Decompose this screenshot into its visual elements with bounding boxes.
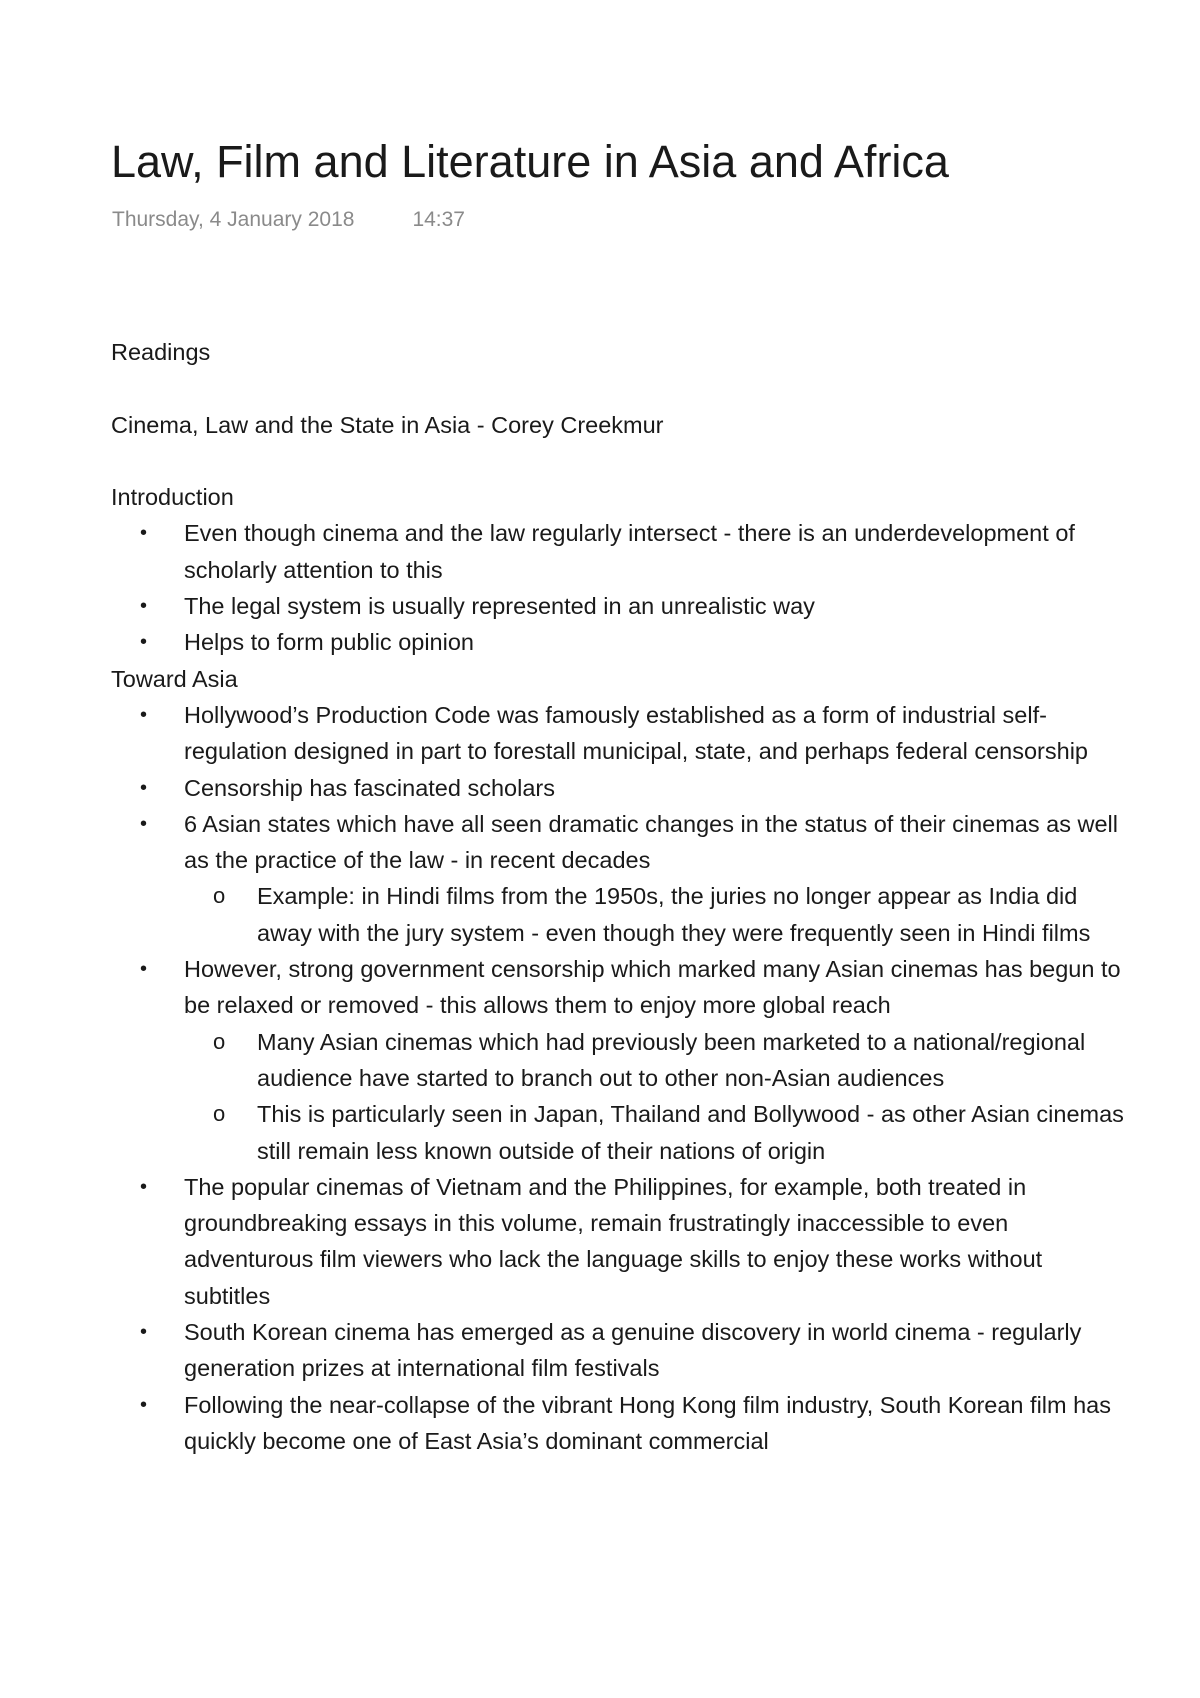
spacer — [111, 370, 1131, 406]
list-item: • Helps to form public opinion — [111, 624, 1131, 660]
page-date: Thursday, 4 January 2018 — [112, 208, 355, 231]
sub-list-item: o Example: in Hindi films from the 1950s, the juries no longer appear as India did away with the jury system - even though they were frequently seen in Hindi films — [111, 878, 1131, 951]
sub-list-item: o This is particularly seen in Japan, Thailand and Bollywood - as other Asian cinemas still remain less known outside of their nations of origin — [111, 1096, 1131, 1169]
list-item: • Hollywood’s Production Code was famously established as a form of industrial self-regulation designed in part to forestall municipal, state, and perhaps federal censorship — [111, 697, 1131, 770]
section-heading-toward-asia: Toward Asia — [111, 665, 238, 692]
page-time: 14:37 — [412, 208, 465, 231]
sub-bullet-icon: o — [213, 883, 226, 909]
list-item: • 6 Asian states which have all seen dramatic changes in the status of their cinemas as well as the practice of the law - in recent decades — [111, 806, 1131, 879]
sub-list-item: o Many Asian cinemas which had previously been marketed to a national/regional audience have started to branch out to other non-Asian audiences — [111, 1024, 1131, 1097]
bullet-icon: • — [140, 1393, 148, 1416]
list-item: • The popular cinemas of Vietnam and the Philippines, for example, both treated in groundbreaking essays in this volume, remain frustratingly inaccessible to even adventurous film viewers who lack the language skills to enjoy these works without subtitles — [111, 1169, 1131, 1314]
list-item: • South Korean cinema has emerged as a genuine discovery in world cinema - regularly generation prizes at international film festivals — [111, 1314, 1131, 1387]
list-item: • Censorship has fascinated scholars — [111, 770, 1131, 806]
page-bottom-margin — [0, 1573, 1200, 1698]
bullet-icon: • — [140, 1321, 148, 1344]
bullet-icon: • — [140, 522, 148, 545]
page-title: Law, Film and Literature in Asia and Africa — [111, 136, 949, 187]
toward-asia-list — [111, 697, 1131, 1459]
spacer — [111, 443, 1131, 479]
list-item: • The legal system is usually represented in an unrealistic way — [111, 588, 1131, 624]
introduction-list — [111, 515, 1131, 660]
bullet-icon: • — [140, 631, 148, 654]
readings-heading: Readings — [111, 339, 211, 365]
bullet-icon: • — [140, 595, 148, 618]
list-item: • However, strong government censorship which marked many Asian cinemas has begun to be relaxed or removed - this allows them to enjoy more global reach — [111, 951, 1131, 1024]
section-heading-introduction: Introduction — [111, 484, 234, 511]
list-item: • Even though cinema and the law regularly intersect - there is an underdevelopment of scholarly attention to this — [111, 515, 1131, 588]
source-reference: Cinema, Law and the State in Asia - Corey Creekmur — [111, 411, 664, 438]
bullet-icon: • — [140, 776, 148, 799]
bullet-icon: • — [140, 812, 148, 835]
bullet-icon: • — [140, 703, 148, 726]
list-item: • Following the near-collapse of the vibrant Hong Kong film industry, South Korean film has quickly become one of East Asia’s dominant commercial — [111, 1387, 1131, 1460]
sub-bullet-icon: o — [213, 1028, 226, 1054]
bullet-icon: • — [140, 1175, 148, 1198]
bullet-icon: • — [140, 958, 148, 981]
sub-bullet-icon: o — [213, 1101, 226, 1127]
note-body — [111, 334, 1131, 1459]
page-timestamp — [112, 206, 465, 234]
